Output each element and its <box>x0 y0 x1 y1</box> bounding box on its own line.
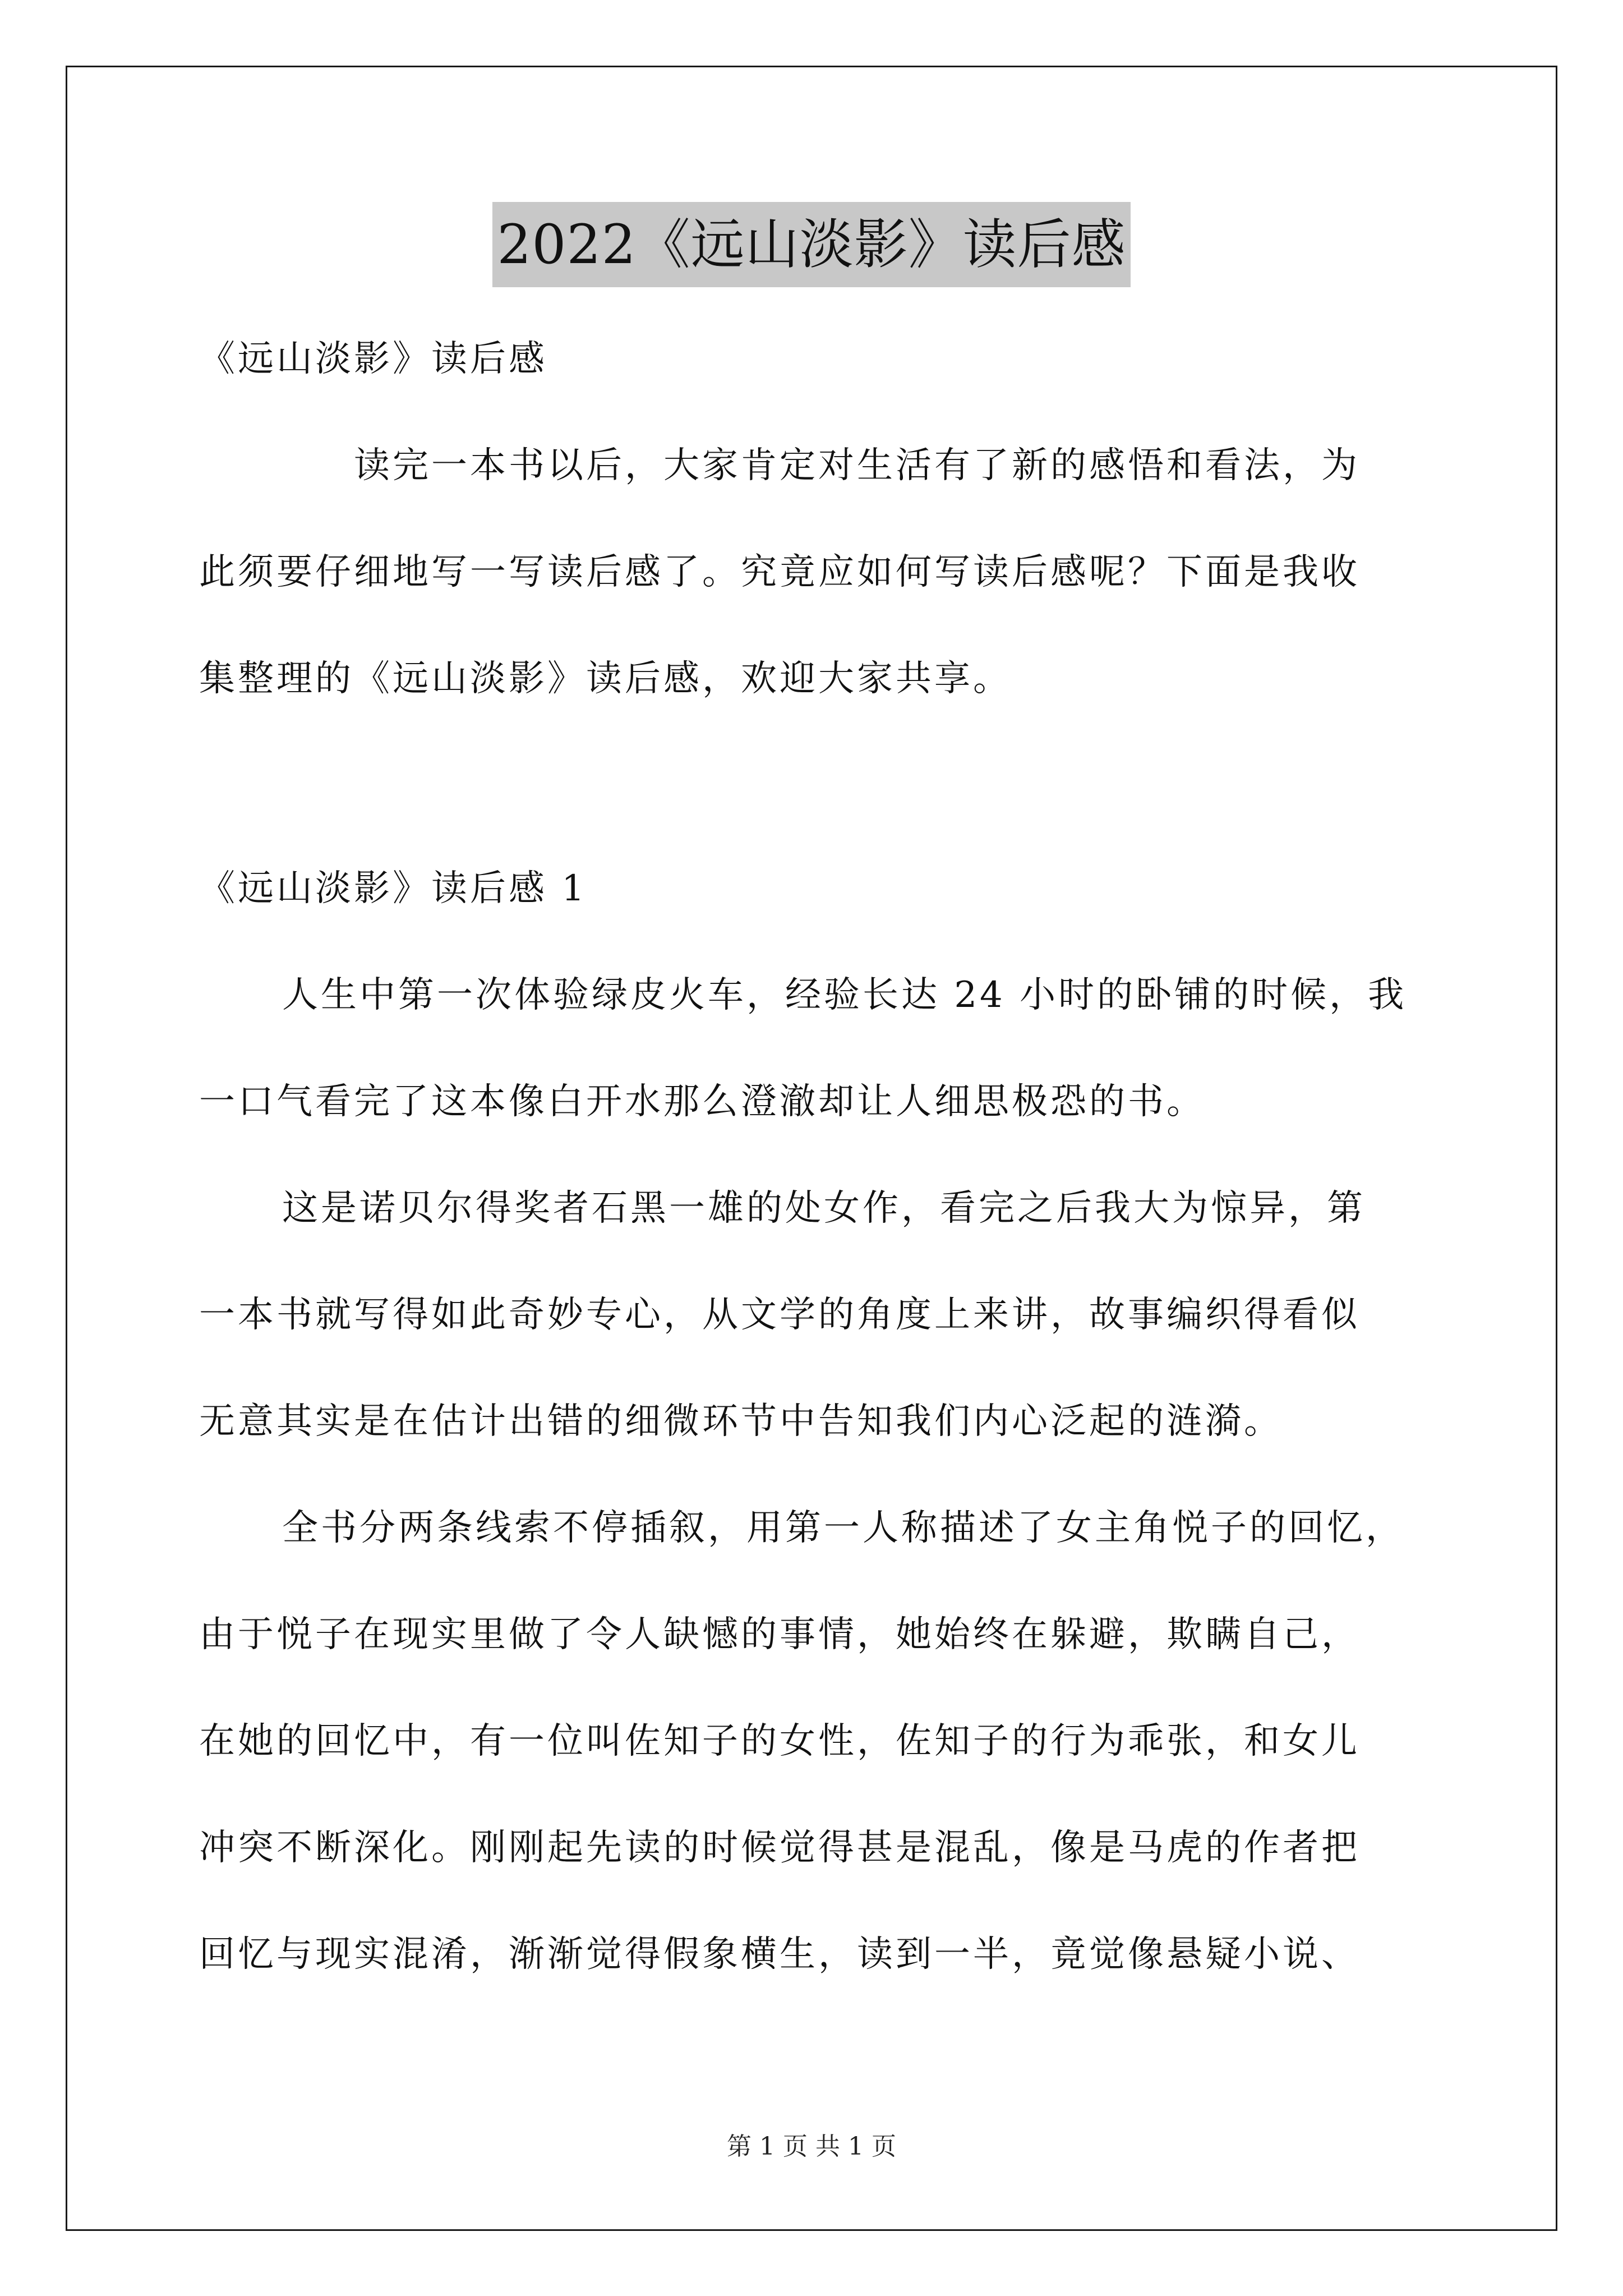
body-line-4: 一本书就写得如此奇妙专心，从文学的角度上来讲，故事编织得看似 <box>199 1294 1360 1336</box>
intro-line-2: 此须要仔细地写一写读后感了。究竟应如何写读后感呢？下面是我收 <box>199 551 1360 593</box>
paragraph-gap <box>199 732 1433 835</box>
body-line-9: 冲突不断深化。刚刚起先读的时候觉得甚是混乱，像是马虎的作者把 <box>199 1827 1360 1869</box>
body-line-1: 人生中第一次体验绿皮火车，经验长达 24 小时的卧铺的时候，我 <box>282 974 1407 1016</box>
document-subtitle: 《远山淡影》读后感 <box>199 338 547 380</box>
document-title: 2022《远山淡影》读后感 <box>492 202 1130 287</box>
body-line-5: 无意其实是在估计出错的细微环节中告知我们内心泛起的涟漪。 <box>199 1401 1283 1442</box>
body-line-2: 一口气看完了这本像白开水那么澄澈却让人细思极恐的书。 <box>199 1081 1205 1122</box>
page-footer: 第 1 页 共 1 页 <box>727 2132 896 2161</box>
body-line-8: 在她的回忆中，有一位叫佐知子的女性，佐知子的行为乖张，和女儿 <box>199 1720 1360 1762</box>
body-line-6: 全书分两条线索不停插叙，用第一人称描述了女主角悦子的回忆， <box>282 1507 1404 1549</box>
body-line-7: 由于悦子在现实里做了令人缺憾的事情，她始终在躲避，欺瞒自己， <box>199 1614 1360 1655</box>
intro-line-1: 读完一本书以后，大家肯定对生活有了新的感悟和看法，为 <box>354 445 1360 486</box>
body-line-10: 回忆与现实混淆，渐渐觉得假象横生，读到一半，竟觉像悬疑小说、 <box>199 1934 1360 1975</box>
document-body <box>199 306 1433 2008</box>
section-heading: 《远山淡影》读后感 1 <box>199 868 588 909</box>
intro-line-3: 集整理的《远山淡影》读后感，欢迎大家共享。 <box>199 658 1012 700</box>
body-line-3: 这是诺贝尔得奖者石黑一雄的处女作，看完之后我大为惊异，第 <box>282 1188 1366 1229</box>
title-container <box>0 202 1623 287</box>
